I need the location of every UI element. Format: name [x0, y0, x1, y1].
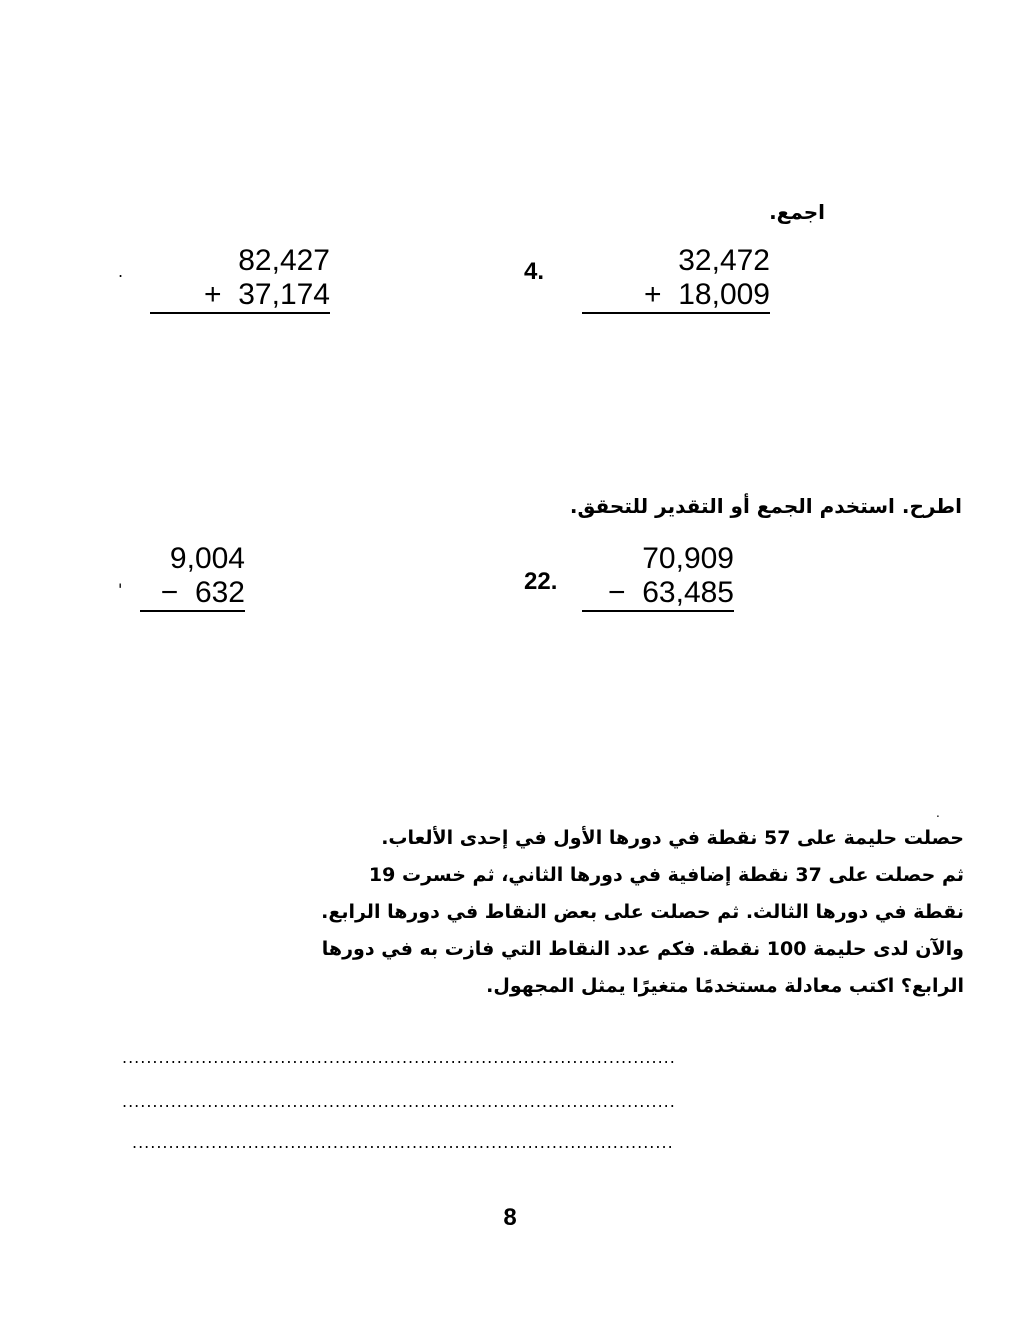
subtract-heading: اطرح. استخدم الجمع أو التقدير للتحقق.	[569, 494, 962, 518]
add-right-top: 32,472	[678, 244, 770, 277]
subtract-right-top: 70,909	[642, 542, 734, 575]
subtract-problem-left	[140, 542, 245, 612]
word-problem-line: نقطة في دورها الثالث. ثم حصلت على بعض النقاط في دورها الرابع.	[321, 901, 964, 923]
subtract-right-label: 22.	[524, 568, 558, 595]
add-right-label: 4.	[524, 258, 545, 285]
add-left-marker: .	[118, 262, 124, 281]
word-problem	[140, 820, 964, 1005]
answer-line[interactable]: ...........................................................................................	[122, 1048, 676, 1067]
add-left-bottom: + 37,174	[150, 278, 330, 314]
dot-mark: .	[936, 806, 940, 820]
page-number: 8	[503, 1204, 517, 1231]
word-problem-line: حصلت حليمة على 57 نقطة في دورها الأول في إحدى الألعاب.	[381, 827, 964, 849]
add-problem-right	[582, 244, 770, 314]
add-problem-left	[150, 244, 330, 314]
subtract-left-marker: '	[118, 580, 123, 599]
subtract-right-bottom: − 63,485	[582, 576, 734, 612]
word-problem-line: الرابع؟ اكتب معادلة مستخدمًا متغيرًا يمثل المجهول.	[486, 975, 964, 997]
answer-line[interactable]: .........................................................................................	[132, 1133, 674, 1152]
add-heading: اجمع.	[769, 200, 825, 224]
subtract-left-bottom: − 632	[140, 576, 245, 612]
answer-line[interactable]: ...........................................................................................	[122, 1092, 676, 1111]
word-problem-line: والآن لدى حليمة 100 نقطة. فكم عدد النقاط التي فازت به في دورها	[321, 938, 964, 960]
add-right-bottom: + 18,009	[582, 278, 770, 314]
add-left-top: 82,427	[238, 244, 330, 277]
word-problem-line: ثم حصلت على 37 نقطة إضافية في دورها الثاني، ثم خسرت 19	[368, 864, 964, 886]
subtract-problem-right	[582, 542, 734, 612]
subtract-left-top: 9,004	[169, 542, 245, 575]
